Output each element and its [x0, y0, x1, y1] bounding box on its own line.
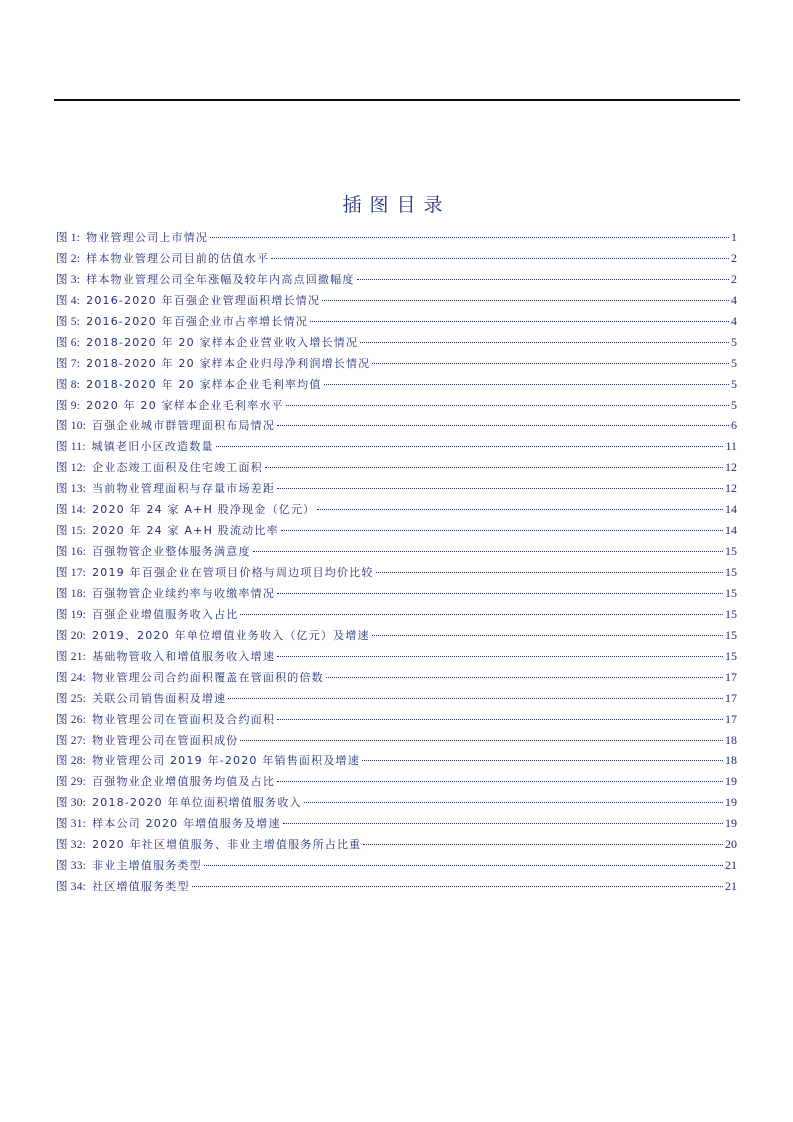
toc-dot-leader — [310, 321, 729, 322]
toc-entry-title: 2020 年 24 家 A+H 股流动比率 — [92, 524, 279, 538]
toc-entry-page-number: 14 — [725, 502, 737, 517]
toc-entry-label: 图 12: — [56, 462, 87, 475]
toc-entry-label: 图 25: — [56, 692, 87, 705]
toc-title: 插图目录 — [342, 194, 451, 216]
toc-entry-title: 2016-2020 年百强企业市占率增长情况 — [86, 314, 308, 328]
toc-entry-page-number: 5 — [731, 355, 737, 370]
toc-dot-leader — [277, 488, 723, 489]
toc-entry-page-number: 14 — [725, 523, 737, 538]
toc-entry-page-number: 15 — [725, 544, 737, 559]
toc-entry[interactable] — [56, 332, 737, 353]
toc-entry[interactable] — [56, 562, 737, 583]
toc-entry[interactable] — [56, 604, 737, 625]
toc-entry-title: 物业管理公司 2019 年-2020 年销售面积及增速 — [92, 754, 360, 768]
toc-entry-label: 图 10: — [56, 420, 87, 433]
toc-entry-page-number: 17 — [725, 669, 737, 684]
toc-entry-page-number: 15 — [725, 648, 737, 663]
toc-entry-label: 图 13: — [56, 483, 87, 496]
toc-entry-label: 图 16: — [56, 546, 87, 559]
toc-entry-label: 图 31: — [56, 818, 87, 831]
toc-entry-page-number: 19 — [725, 795, 737, 810]
toc-entry-title: 2020 年 20 家样本企业毛利率水平 — [86, 398, 284, 412]
toc-dot-leader — [228, 698, 723, 699]
toc-entry-page-number: 12 — [725, 481, 737, 496]
toc-dot-leader — [277, 425, 729, 426]
toc-dot-leader — [283, 823, 723, 824]
toc-entry-page-number: 17 — [725, 711, 737, 726]
toc-entry-page-number: 5 — [731, 334, 737, 349]
toc-entry-page-number: 11 — [725, 439, 737, 454]
toc-entry-title: 2016-2020 年百强企业管理面积增长情况 — [86, 293, 321, 307]
toc-entry-page-number: 12 — [725, 460, 737, 475]
toc-entry-label: 图 4: — [56, 294, 81, 307]
toc-entry[interactable] — [56, 520, 737, 541]
toc-entry-label: 图 17: — [56, 567, 87, 579]
toc-dot-leader — [271, 258, 729, 259]
toc-entry-page-number: 5 — [731, 376, 737, 391]
toc-entry[interactable] — [56, 311, 737, 332]
toc-dot-leader — [304, 802, 723, 803]
toc-entry-page-number: 18 — [725, 732, 737, 747]
toc-dot-leader — [376, 572, 723, 573]
toc-dot-leader — [324, 384, 729, 385]
toc-entry-title: 样本物业管理公司全年涨幅及较年内高点回撤幅度 — [86, 272, 355, 286]
toc-entry[interactable] — [56, 750, 737, 771]
toc-entry[interactable] — [56, 436, 737, 457]
toc-entry-page-number: 19 — [725, 774, 737, 789]
toc-entry-title: 2018-2020 年 20 家样本企业归母净利润增长情况 — [86, 356, 371, 370]
toc-entry[interactable] — [56, 625, 737, 646]
toc-entry-title: 社区增值服务类型 — [92, 880, 190, 894]
toc-dot-leader — [281, 530, 723, 531]
toc-entry-page-number: 18 — [725, 753, 737, 768]
toc-entry-page-number: 20 — [725, 837, 737, 852]
toc-entry-title: 物业管理公司在管面积及合约面积 — [92, 712, 276, 726]
toc-entry-label: 图 26: — [56, 713, 87, 726]
toc-dot-leader — [277, 719, 723, 720]
toc-entry-title: 百强物管企业整体服务满意度 — [92, 545, 251, 559]
header-rule — [54, 99, 740, 101]
toc-entry-label: 图 9: — [56, 399, 81, 412]
toc-entry-page-number: 15 — [725, 606, 737, 621]
toc-entry[interactable] — [56, 395, 737, 416]
toc-dot-leader — [265, 467, 723, 468]
toc-entry-label: 图 2: — [56, 252, 81, 265]
toc-entry-label: 图 18: — [56, 587, 87, 600]
toc-entry-title: 2019 年百强企业在管项目价格与周边项目均价比较 — [92, 566, 374, 579]
toc-dot-leader — [277, 593, 723, 594]
toc-entry-title: 企业态竣工面积及住宅竣工面积 — [92, 461, 263, 475]
toc-entry-title: 2019、2020 年单位增值业务收入（亿元）及增速 — [92, 628, 370, 642]
toc-entry-title: 非业主增值服务类型 — [92, 859, 202, 873]
toc-entry-title: 关联公司销售面积及增速 — [92, 691, 227, 705]
toc-entry[interactable] — [56, 730, 737, 751]
toc-entry-label: 图 19: — [56, 608, 87, 621]
toc-entry-label: 图 5: — [56, 315, 81, 328]
toc-dot-leader — [277, 656, 723, 657]
toc-entry-label: 图 21: — [56, 650, 87, 663]
toc-dot-leader — [192, 886, 723, 887]
toc-entry[interactable] — [56, 374, 737, 395]
toc-entry-page-number: 4 — [731, 292, 737, 307]
toc-dot-leader — [372, 635, 723, 636]
toc-entry[interactable] — [56, 248, 737, 269]
toc-entry-label: 图 7: — [56, 357, 81, 370]
toc-entry-label: 图 1: — [56, 232, 81, 244]
toc-entry-label: 图 3: — [56, 273, 81, 286]
toc-entry-label: 图 32: — [56, 839, 87, 852]
toc-entry-title: 百强企业城市群管理面积布局情况 — [92, 419, 276, 433]
toc-dot-leader — [277, 781, 723, 782]
toc-entry-label: 图 6: — [56, 336, 81, 349]
toc-dot-leader — [363, 844, 723, 845]
toc-entry-page-number: 6 — [731, 418, 737, 433]
toc-entry-page-number: 21 — [725, 879, 737, 894]
toc-entry[interactable] — [56, 583, 737, 604]
toc-dot-leader — [240, 614, 723, 615]
toc-entry[interactable] — [56, 353, 737, 374]
toc-entry-title: 百强物管企业续约率与收缴率情况 — [92, 586, 276, 600]
toc-entry-label: 图 11: — [56, 441, 86, 454]
toc-entry-title: 物业管理公司上市情况 — [86, 231, 209, 244]
toc-entry-label: 图 27: — [56, 734, 87, 747]
toc-entry[interactable] — [56, 771, 737, 792]
toc-entry[interactable] — [56, 876, 737, 897]
toc-entry[interactable] — [56, 855, 737, 876]
toc-entry[interactable] — [56, 541, 737, 562]
toc-entry-title: 2020 年 24 家 A+H 股净现金（亿元） — [92, 503, 316, 517]
toc-entry-label: 图 8: — [56, 378, 81, 391]
toc-entry-title: 2020 年社区增值服务、非业主增值服务所占比重 — [92, 838, 362, 852]
toc-entry-title: 当前物业管理面积与存量市场差距 — [92, 482, 276, 496]
toc-entry-page-number: 15 — [725, 585, 737, 600]
toc-entry[interactable] — [56, 834, 737, 855]
toc-dot-leader — [253, 551, 723, 552]
toc-entry[interactable] — [56, 709, 737, 730]
toc-dot-leader — [362, 760, 723, 761]
toc-entry-title: 物业管理公司在管面积成份 — [92, 733, 239, 747]
toc-entry-label: 图 34: — [56, 881, 87, 894]
toc-entry[interactable] — [56, 792, 737, 813]
toc-dot-leader — [204, 865, 723, 866]
toc-entry-label: 图 14: — [56, 504, 87, 517]
toc-dot-leader — [372, 363, 729, 364]
toc-entry-label: 图 28: — [56, 755, 87, 768]
toc-entry[interactable] — [56, 269, 737, 290]
toc-entry-label: 图 24: — [56, 671, 87, 684]
toc-dot-leader — [286, 405, 729, 406]
toc-entry-page-number: 2 — [731, 250, 737, 265]
toc-entry-label: 图 20: — [56, 629, 87, 642]
toc-entry-label: 图 33: — [56, 860, 87, 873]
toc-entry[interactable] — [56, 688, 737, 709]
toc-entry-page-number: 5 — [731, 397, 737, 412]
toc-entry[interactable] — [56, 813, 737, 834]
toc-dot-leader — [317, 509, 723, 510]
toc-entry[interactable] — [56, 646, 737, 667]
toc-entry[interactable] — [56, 478, 737, 499]
toc-dot-leader — [357, 279, 729, 280]
toc-entry-page-number: 15 — [725, 627, 737, 642]
toc-entry[interactable] — [56, 499, 737, 520]
toc-entry-title: 百强企业增值服务收入占比 — [92, 607, 239, 621]
toc-entry[interactable] — [56, 227, 737, 248]
toc-entry-title: 样本物业管理公司目前的估值水平 — [86, 251, 270, 265]
toc-entry-label: 图 15: — [56, 525, 87, 538]
toc-dot-leader — [210, 237, 729, 238]
toc-dot-leader — [216, 446, 724, 447]
toc-entry-title: 物业管理公司合约面积覆盖在管面积的倍数 — [92, 670, 324, 684]
toc-entry-title: 2018-2020 年 20 家样本企业营业收入增长情况 — [86, 335, 359, 349]
toc-entry-page-number: 19 — [725, 816, 737, 831]
toc-entry-page-number: 2 — [731, 271, 737, 286]
toc-entry-title: 2018-2020 年 20 家样本企业毛利率均值 — [86, 377, 322, 391]
toc-entry[interactable] — [56, 667, 737, 688]
toc-entry-title: 样本公司 2020 年增值服务及增速 — [92, 817, 281, 831]
toc-entry-page-number: 4 — [731, 313, 737, 328]
toc-entry-title: 城镇老旧小区改造数量 — [91, 440, 214, 454]
toc-dot-leader — [360, 342, 729, 343]
toc-entry[interactable] — [56, 290, 737, 311]
toc-list — [56, 227, 737, 897]
toc-entry-title: 基础物管收入和增值服务收入增速 — [92, 649, 276, 663]
toc-entry[interactable] — [56, 457, 737, 478]
toc-dot-leader — [322, 300, 729, 301]
toc-entry[interactable] — [56, 415, 737, 436]
toc-entry-page-number: 15 — [725, 565, 737, 579]
toc-entry-page-number: 1 — [731, 230, 737, 244]
toc-entry-page-number: 17 — [725, 690, 737, 705]
toc-entry-title: 2018-2020 年单位面积增值服务收入 — [92, 796, 302, 810]
toc-entry-page-number: 21 — [725, 858, 737, 873]
toc-dot-leader — [240, 740, 723, 741]
toc-entry-label: 图 30: — [56, 797, 87, 810]
toc-entry-title: 百强物业企业增值服务均值及占比 — [92, 775, 276, 789]
toc-dot-leader — [326, 677, 723, 678]
toc-entry-label: 图 29: — [56, 776, 87, 789]
